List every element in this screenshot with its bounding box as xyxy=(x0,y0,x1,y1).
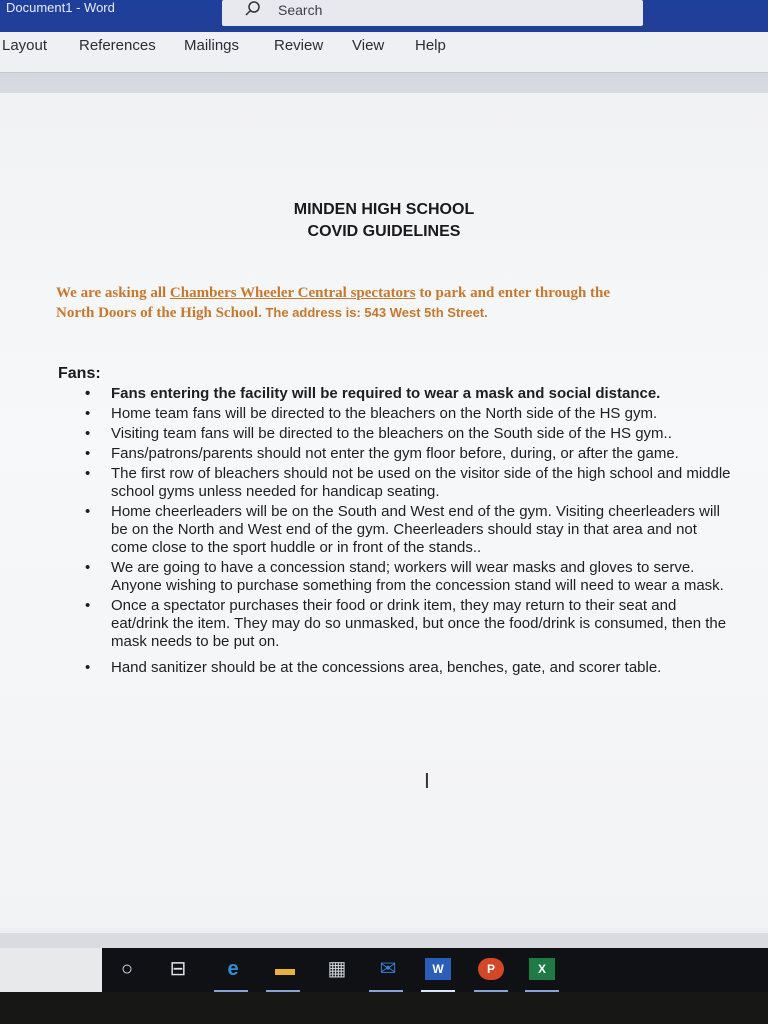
list-item: • We are going to have a concession stand; workers will wear masks and gloves to serve. Anyone wishing to purchase something from the concession stand will need to wear a mask. xyxy=(85,559,735,595)
notice-text-2: to park and enter through the xyxy=(415,285,611,301)
title-bar xyxy=(0,0,768,32)
mail-icon[interactable]: ✉ xyxy=(379,958,397,980)
window-title: Document1 - Word xyxy=(6,0,115,15)
tab-review[interactable]: Review xyxy=(274,37,324,54)
doc-heading-title: COVID GUIDELINES xyxy=(307,223,461,240)
cortana-icon[interactable]: ○ xyxy=(120,958,134,980)
parking-notice xyxy=(56,283,756,323)
text-cursor-icon: I xyxy=(424,769,430,793)
tab-mailings[interactable]: Mailings xyxy=(184,37,240,54)
list-item: • Visiting team fans will be directed to the bleachers on the South side of the HS gym.. xyxy=(85,425,735,443)
word-icon[interactable]: W xyxy=(425,958,451,980)
list-item: • The first row of bleachers should not be used on the visitor side of the high school and middle school gyms unless needed for handicap seating. xyxy=(85,465,735,501)
list-item: • Once a spectator purchases their food or drink item, they may return to their seat and eat/drink the item. They may do so unmasked, but once the food/drink is consumed, then the mask needs to be put on. xyxy=(85,597,735,651)
fans-heading: Fans: xyxy=(58,365,101,382)
store-icon[interactable]: ▦ xyxy=(327,958,347,980)
notice-text-1: We are asking all xyxy=(56,285,170,301)
monitor-bezel xyxy=(0,992,768,1024)
search-input[interactable] xyxy=(222,0,643,26)
tab-help[interactable]: Help xyxy=(415,37,446,54)
tab-view[interactable]: View xyxy=(352,37,385,54)
ribbon-tabs xyxy=(0,32,768,73)
tab-references[interactable]: References xyxy=(79,37,156,54)
document-page[interactable] xyxy=(0,93,768,928)
taskbar xyxy=(0,948,768,992)
notice-link[interactable]: Chambers Wheeler Central spectators xyxy=(169,285,416,301)
tab-layout[interactable]: Layout xyxy=(2,37,48,54)
list-item: • Hand sanitizer should be at the concessions area, benches, gate, and scorer table. xyxy=(85,659,735,677)
powerpoint-icon[interactable]: P xyxy=(478,958,504,980)
task-view-icon[interactable]: ⊟ xyxy=(169,958,187,980)
doc-heading-school: MINDEN HIGH SCHOOL xyxy=(293,201,475,218)
search-placeholder: Search xyxy=(278,2,323,18)
list-item: • Home team fans will be directed to the bleachers on the North side of the HS gym. xyxy=(85,405,735,423)
rules-list xyxy=(85,385,735,679)
edge-icon[interactable]: e xyxy=(227,958,239,980)
file-explorer-icon[interactable]: ▬ xyxy=(275,958,295,980)
excel-icon[interactable]: X xyxy=(529,958,555,980)
list-item: • Fans entering the facility will be required to wear a mask and social distance. xyxy=(85,385,735,403)
list-item: • Home cheerleaders will be on the South and West end of the gym. Visiting cheerleaders will be on the North and West end of the gym. Cheerleaders should stay in that area and not come close to the sport huddle or in front of the stands.. xyxy=(85,503,735,557)
notice-address: The address is: 543 West 5th Street. xyxy=(261,305,488,320)
search-icon xyxy=(244,0,262,18)
list-item: • Fans/patrons/parents should not enter the gym floor before, during, or after the game. xyxy=(85,445,735,463)
document-area[interactable] xyxy=(0,73,768,933)
taskbar-left-strip xyxy=(0,948,102,992)
notice-text-3: North Doors of the High School. xyxy=(56,305,262,321)
